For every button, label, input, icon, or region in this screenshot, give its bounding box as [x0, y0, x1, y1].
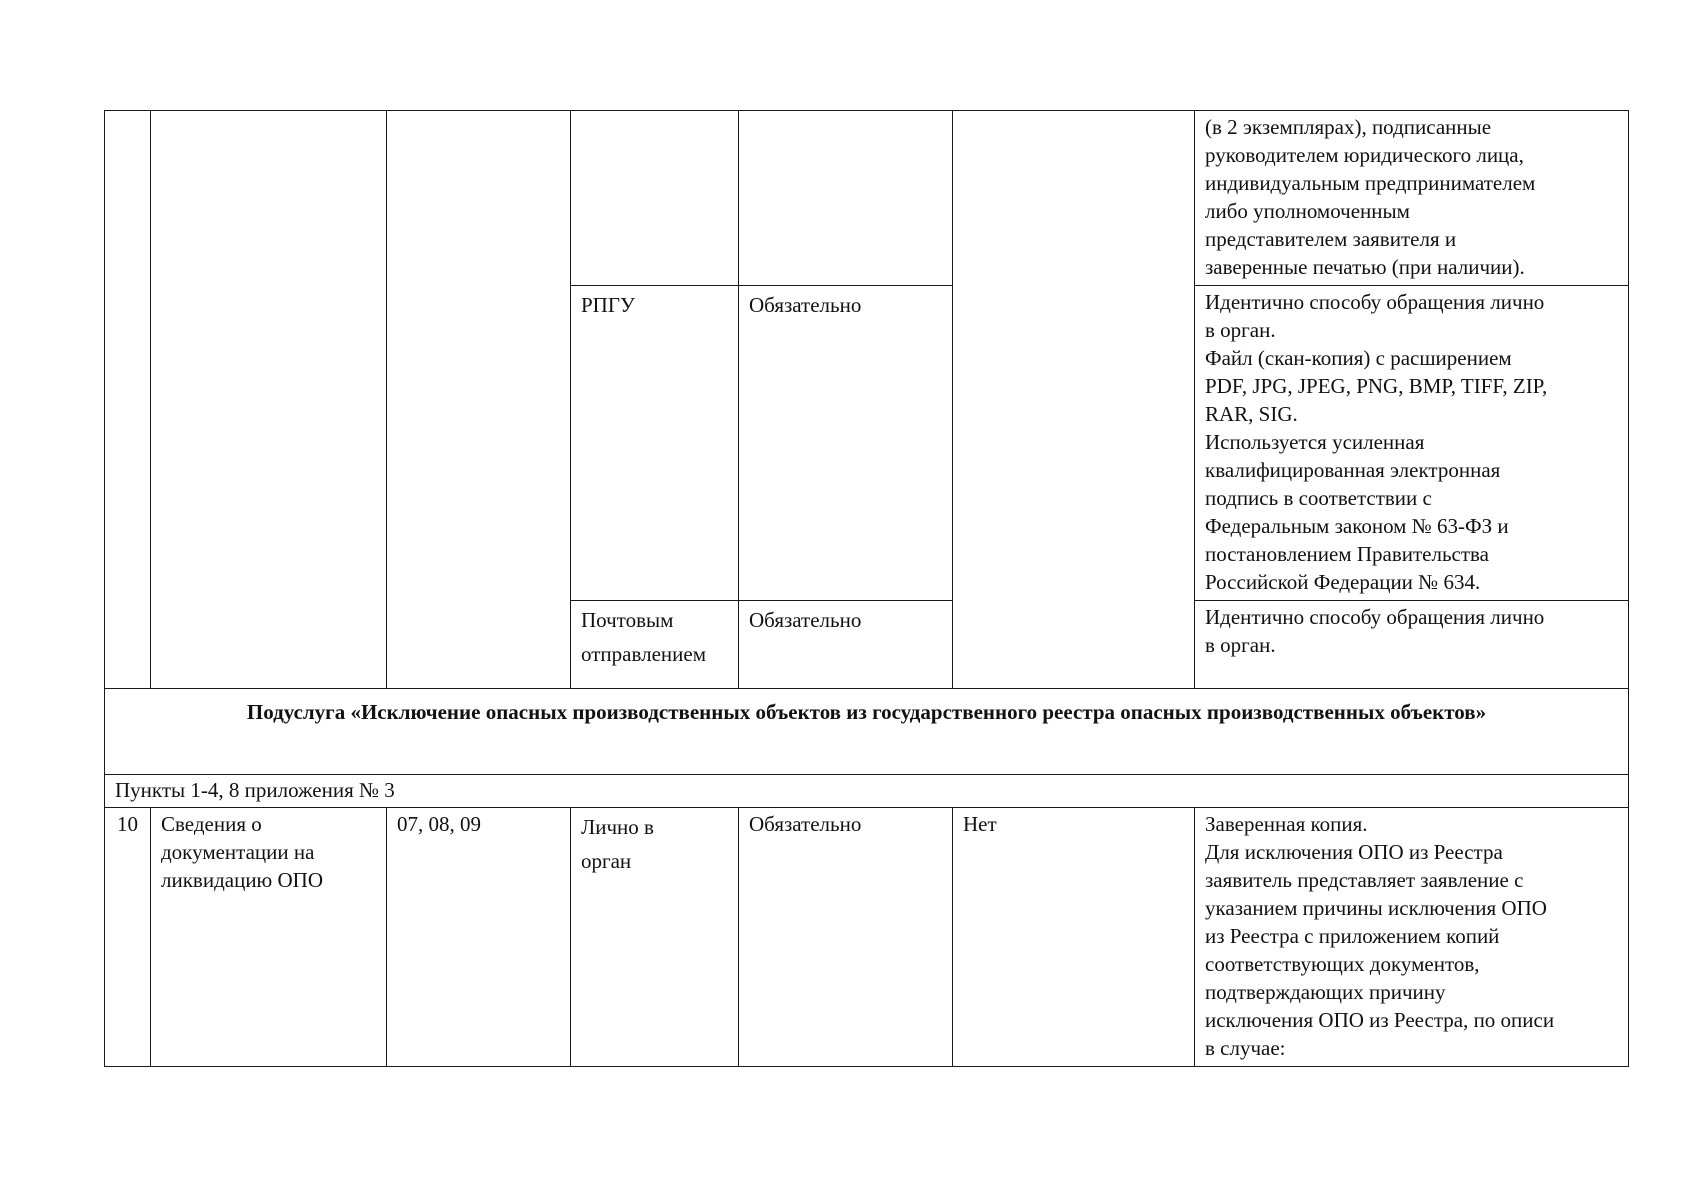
points-row: [105, 775, 1629, 808]
cell-requirement: [739, 111, 953, 286]
description: Заверенная копия. Для исключения ОПО из Реестра заявитель представляет заявление с указанием причины исключения ОПО из Реестра с приложением копий соответствующих документов, подтверждающих причину исключения ОПО из Реестра, по описи в случае:: [1195, 808, 1629, 1067]
cell-channel: РПГУ: [571, 286, 739, 601]
cell-description: Идентично способу обращения лично в орган.: [1195, 601, 1629, 689]
cell-document-name-empty: [151, 111, 387, 689]
cell-channel: Почтовым отправлением: [571, 601, 739, 689]
document-name: Сведения о документации на ликвидацию ОПО: [151, 808, 387, 1067]
submission-channel: Лично в орган: [571, 808, 739, 1067]
cell-requirement: Обязательно: [739, 286, 953, 601]
continuation-subrow-1: [105, 111, 1629, 286]
table-row: [105, 808, 1629, 1067]
cell-codes-empty: [387, 111, 571, 689]
cell-requirement: Обязательно: [739, 601, 953, 689]
cell-description: Идентично способу обращения лично в орган. Файл (скан-копия) с расширением PDF, JPG, JPEG, PNG, BMP, TIFF, ZIP, RAR, SIG. Используется усиленная квалифицированная электронная подпись в соответствии с Федеральным законом № 63-ФЗ и постановлением Правительства Российской Федерации № 634.: [1195, 286, 1629, 601]
extra-info: Нет: [953, 808, 1195, 1067]
cell-extra-empty: [953, 111, 1195, 689]
cell-description: (в 2 экземплярах), подписанные руководителем юридического лица, индивидуальным предпринимателем либо уполномоченным представителем заявителя и заверенные печатью (при наличии).: [1195, 111, 1629, 286]
document-codes: 07, 08, 09: [387, 808, 571, 1067]
cell-channel: [571, 111, 739, 286]
subservice-title: Подуслуга «Исключение опасных производственных объектов из государственного реестра опасных производственных объектов»: [105, 689, 1629, 775]
services-table: [104, 110, 1629, 1067]
subservice-row: [105, 689, 1629, 775]
requirement: Обязательно: [739, 808, 953, 1067]
points-reference: Пункты 1-4, 8 приложения № 3: [105, 775, 1629, 808]
row-number: 10: [105, 808, 151, 1067]
cell-number-empty: [105, 111, 151, 689]
